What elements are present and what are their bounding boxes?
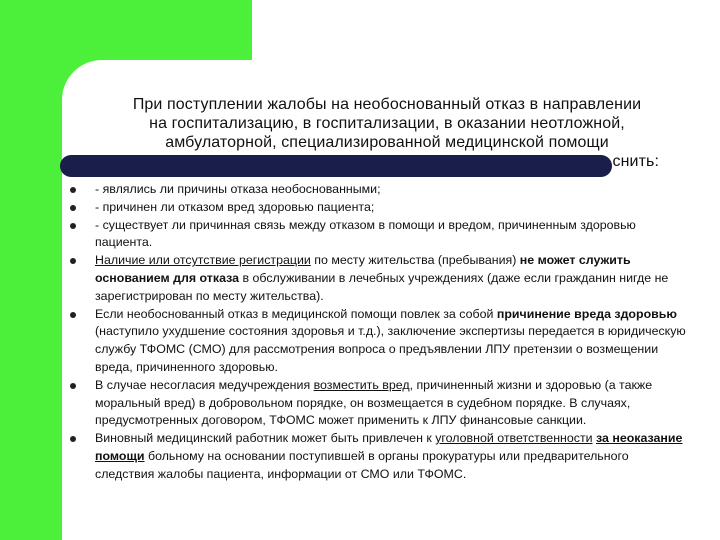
list-item-text: - причинен ли отказом вред здоровью пациента; <box>95 199 375 214</box>
list-item <box>70 430 690 483</box>
bold-underlined-text: за неоказание помощи <box>95 431 683 463</box>
title-line-1: При поступлении жалобы на необоснованный отказ в направлении <box>132 96 642 113</box>
list-item <box>70 181 690 199</box>
title-line-3: амбулаторной, специализированной медицинской помощи <box>165 134 609 151</box>
bullet-icon <box>70 383 76 389</box>
bullet-icon <box>70 258 76 264</box>
list-item <box>70 377 690 430</box>
bullet-icon <box>70 187 76 193</box>
list-item-text: (наступило ухудшение состояния здоровья и т.д.), заключение экспертизы передается в юридическую службу ТФОМС (СМО) для рассмотрения вопроса о предъявлении ЛПУ претензии о возмещении вреда, причиненного здоровью. <box>95 324 686 374</box>
slide-title <box>74 95 700 170</box>
list-item-text: В случае несогласия медучреждения <box>95 377 314 392</box>
title-line-4-tail: снить: <box>612 153 659 170</box>
list-item-text: - являлись ли причины отказа необоснованными; <box>95 182 381 196</box>
bullet-icon <box>70 205 76 211</box>
bullet-icon <box>70 436 76 442</box>
green-decor-left <box>0 0 62 540</box>
list-item-text: - существует ли причинная связь между отказом в помощи и вредом, причиненным здоровью пациента. <box>95 217 636 250</box>
bullet-list <box>70 181 690 484</box>
list-item <box>70 252 690 305</box>
list-item <box>70 217 690 253</box>
underlined-text: уголовной ответственности <box>435 431 593 446</box>
list-item-text: Если необоснованный отказ в медицинской помощи повлек за собой <box>95 306 497 321</box>
title-divider-bar <box>60 155 612 177</box>
list-item-text: Виновный медицинский работник может быть привлечен к <box>95 431 436 446</box>
list-item-text: по месту жительства (пребывания) <box>310 253 520 268</box>
list-item <box>70 199 690 217</box>
bold-text: не может служить основанием для отказа <box>95 253 631 285</box>
bullet-icon <box>70 223 76 229</box>
bullet-icon <box>70 312 76 318</box>
list-item <box>70 306 690 377</box>
underlined-text: возместить вред <box>313 377 410 392</box>
bold-text: причинение вреда здоровью <box>496 306 677 321</box>
list-item-text: , причиненный жизни и здоровью (а также моральный вред) в добровольном порядке, он возмещается в судебном порядке. В случаях, предусмотренных договором, ТФОМС может применить к ЛПУ финансовые санкции. <box>95 377 653 428</box>
list-item-text: в обслуживании в лечебных учреждениях (даже если гражданин нигде не зарегистрирован по месту жительства). <box>95 270 669 303</box>
underlined-text: Наличие или отсутствие регистрации <box>95 253 311 268</box>
list-item-text: больному на основании поступившей в органы прокуратуры или предварительного следствия жалобы пациента, информации от СМО или ТФОМС. <box>95 448 629 481</box>
title-line-2: на госпитализацию, в госпитализации, в оказании неотложной, <box>149 115 625 132</box>
